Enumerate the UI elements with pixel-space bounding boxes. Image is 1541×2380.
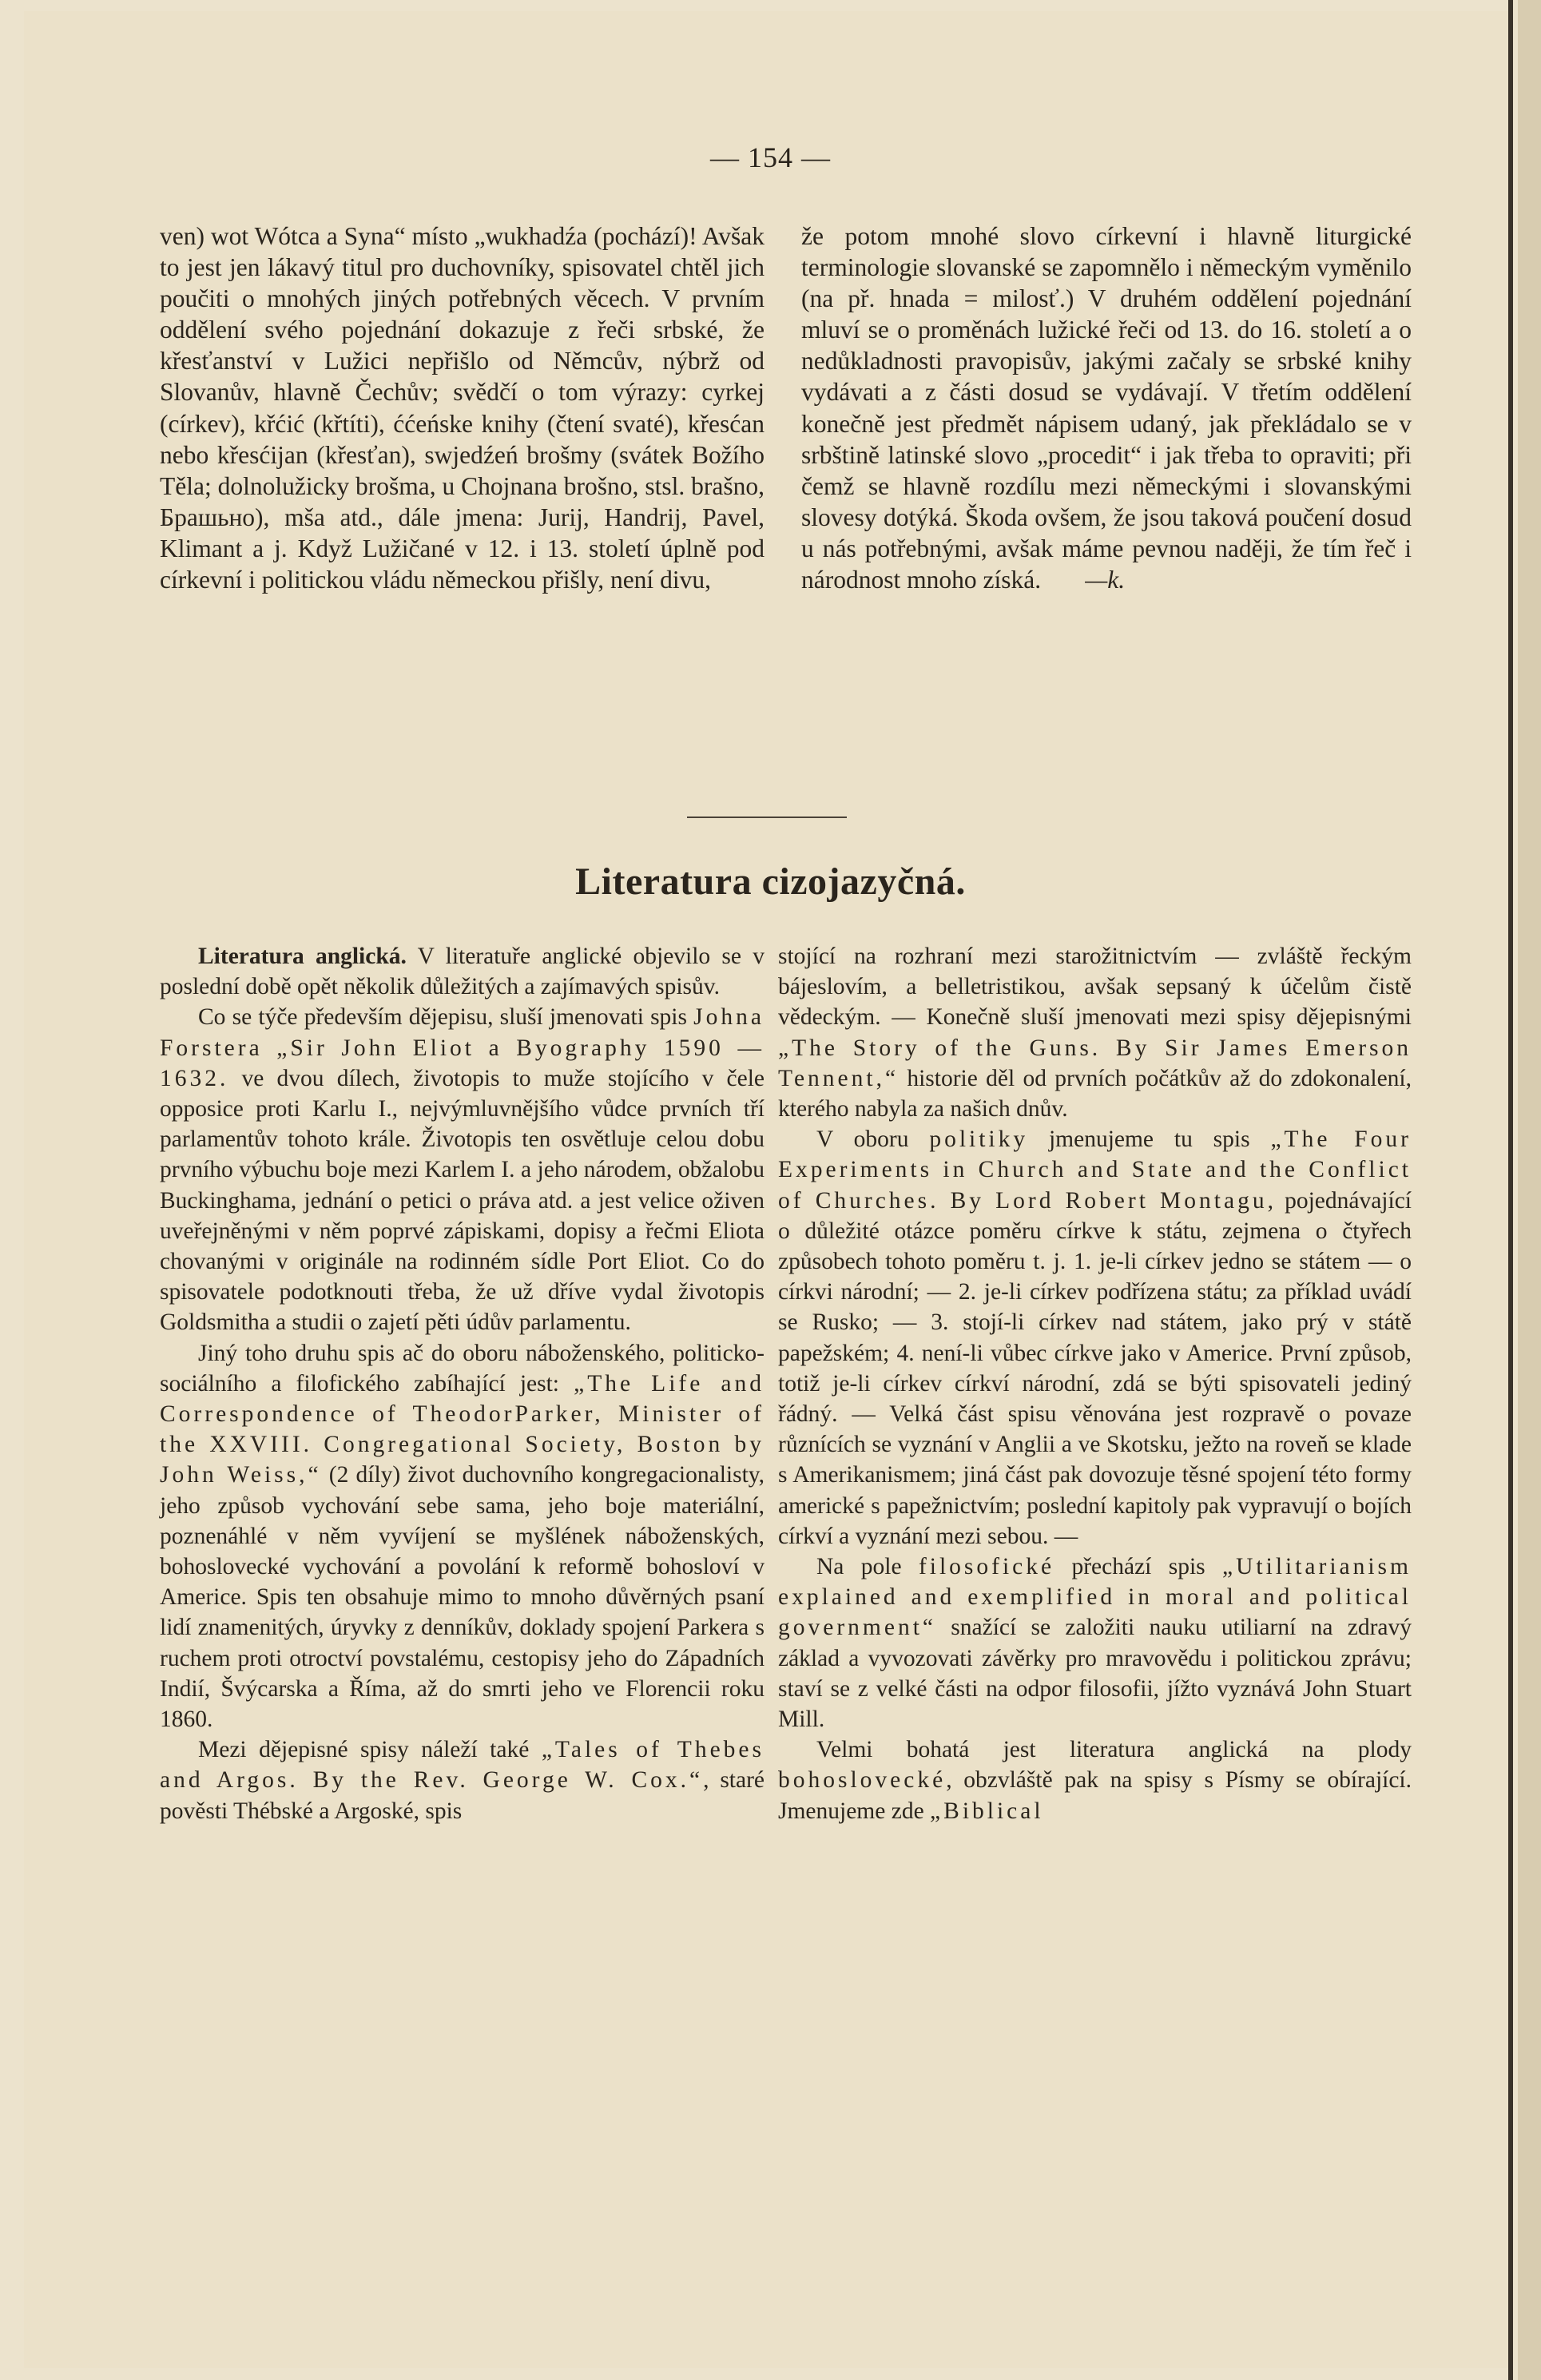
emphasis: politiky	[929, 1126, 1029, 1153]
author-name: Johna Forstera	[160, 1004, 765, 1061]
book-title: „The Four Experiments in Church and State and the Conflict of Churches. By Lord Robert Montagu,	[778, 1126, 1412, 1214]
paragraph-text: přechází spis	[1054, 1554, 1223, 1580]
book-title: „Biblical	[930, 1798, 1044, 1824]
column-top-left	[160, 221, 765, 595]
paragraph-text: Velmi bohatá jest literatura anglická na plody	[816, 1737, 1412, 1763]
subsection-heading: Literatura anglická.	[198, 944, 407, 969]
paragraph-text: Na pole	[816, 1554, 919, 1580]
paragraph	[160, 1338, 765, 1735]
paragraph-text: jmenujeme tu spis	[1028, 1126, 1271, 1153]
paragraph	[778, 941, 1412, 1124]
page-number: — 154 —	[710, 141, 831, 173]
column-bottom-right	[778, 941, 1412, 1826]
paragraph	[778, 1552, 1412, 1734]
paragraph	[801, 221, 1412, 595]
section-title: Literatura cizojazyčná.	[575, 860, 966, 903]
book-title: „Utilitarianism explained and exemplified in moral and political government“	[778, 1554, 1412, 1641]
signature: —k.	[1085, 566, 1126, 594]
paragraph-text: Mezi dějepisné spisy náleží také	[198, 1737, 542, 1763]
column-bottom-left	[160, 941, 765, 1826]
paragraph-text: V literatuře anglické objevilo se v poslední době opět několik důležitých a zajímavých spisův.	[160, 944, 765, 1000]
column-top-right	[801, 221, 1412, 595]
paragraph	[778, 1124, 1412, 1552]
paragraph-text: pojednávající o důležité otázce poměru církve k státu, zejmena o čtyřech způsobech tohoto poměru t. j. 1. je-li církev jedno se státem — o církvi národní; — 2. je-li církev podřízena státu; za příklad uvádí se Rusko; — 3. stojí-li církev nad státem, jako prý v státě papežském; 4. není-li vůbec církve jako v Americe. První způsob, totiž je-li církev církví národní, zdá se býti spisovateli jediný řádný. — Velká část spisu věnována jest rozpravě o povaze různících se vyznání v Anglii a ve Skotsku, ježto na roveň se klade s Amerikanismem; jiná část pak dovozuje těsné spojení této formy americké s papežnictvím; poslední kapitoly pak vypravují o bojích církví a vyznání mezi sebou. —	[778, 1187, 1412, 1549]
paragraph-text: , staré pověsti Thébské a Argoské, spis	[160, 1767, 765, 1824]
book-title: „Tales of Thebes and Argos. By the Rev. George W. Cox.“	[160, 1737, 765, 1794]
paragraph: ven) wot Wótca a Syna“ místo „wukhadźa (pochází)! Avšak to jest jen lákavý titul pro duchovníky, spisovatel chtěl jich poučiti o mnohých jiných potřebných věcech. V prvním oddělení svého pojednání dokazuje z řeči srbské, že křesťanství v Lužici nepřišlo od Němcův, nýbrž od Slovanův, hlavně Čechův; svědčí o tom výrazy: cyrkej (církev), křćić (křtíti), ććeńske knihy (čtení svaté), křesćan nebo křesćijan (křesťan), swjedźeń brošmy (svátek Božího Těla; dolnolužicky brošma, u Chojnana brošno, stsl. brašno, Брашьно), mša atd., dále jmena: Jurij, Handrij, Pavel, Klimant a j. Když Lužičané v 12. i 13. století úplně pod církevní i politickou vládu německou přišly, není divu,	[160, 222, 765, 594]
paragraph-text: že potom mnohé slovo církevní i hlavně liturgické terminologie slovanské se zapomnělo i německým vyměnilo (na př. hnada = milosť.) V druhém oddělení pojednání mluví se o proměnách lužické řeči od 13. do 16. století a o nedůkladnosti pravopisův, jakými začaly se srbské knihy vydávati a z části dosud se vydávají. V třetím oddělení konečně jest předmět nápisem udaný, jak překládalo se v srbštině latinské slovo „procedit“ i jak třeba to opraviti; při čemž se hlavně rozdílu mezi německými i slovanskými slovesy dotýká. Škoda ovšem, že jsou taková poučení dosud u nás potřebnými, avšak máme pevnou naději, že tím řeč i národnost mnoho získá.	[801, 222, 1412, 594]
book-title: „Sir John Eliot a Byography 1590 — 1632.	[160, 1035, 765, 1091]
paragraph-text: (2 díly) život duchovního kongregacionalisty, jeho způsob vychování sebe sama, jeho boje materiální, poznenáhlé v něm vyvíjení se myšlének náboženských, bohoslovecké vychování a povolání k reformě bohosloví v Americe. Spis ten obsahuje mimo to mnoho důvěrných psaní lidí znamenitých, úryvky z denníkův, doklady spojení Parkera s ruchem proti otroctví povstalému, cestopisy jeho do Západních Indií, Švýcarska a Říma, až do smrti jeho ve Florencii roku 1860.	[160, 1462, 765, 1733]
paragraph	[160, 1734, 765, 1826]
emphasis: filosofické	[918, 1554, 1055, 1580]
paragraph-text: V oboru	[816, 1126, 930, 1153]
paragraph-text: snažící se založiti nauku utiliarní na zdravý základ a vyvozovati závěrky pro mravovědu i politickou zprávu; staví se z velké části na odpor filosofii, jížto vyznává John Stuart Mill.	[778, 1615, 1412, 1733]
paragraph-text: Co se týče především dějepisu, sluší jmenovati spis	[198, 1004, 694, 1031]
book-title: „The Life and Correspondence of TheodorParker, Minister of the XXVIII. Congregational Society, Boston by John Weiss,“	[160, 1370, 765, 1488]
paragraph	[778, 1734, 1412, 1826]
section-divider	[687, 817, 847, 818]
paragraph	[160, 1002, 765, 1337]
emphasis: bohoslovecké	[778, 1767, 947, 1794]
paragraph-text: , obzvláště pak na spisy s Písmy se obírající. Jmenujeme zde	[778, 1767, 1412, 1824]
paragraph-text: historie děl od prvních počátkův až do zdokonalení, kterého nabyla za našich dnův.	[778, 1065, 1412, 1122]
paragraph-text: Jiný toho druhu spis ač do oboru náboženského, politicko-sociálního a filofického zabíhající jest:	[160, 1340, 765, 1397]
book-title: „The Story of the Guns. By Sir James Emerson Tennent,“	[778, 1035, 1412, 1091]
page-fold	[1518, 0, 1541, 2380]
binding-edge	[1508, 0, 1513, 2380]
paragraph-text: stojící na rozhraní mezi starožitnictvím — zvláště řeckým bájeslovím, a belletristikou, avšak sepsaný k účelům čistě vědeckým. — Konečně sluší jmenovati mezi spisy dějepisnými	[778, 944, 1412, 1031]
paragraph	[160, 941, 765, 1002]
paragraph-text: ve dvou dílech, životopis to muže stojícího v čele opposice proti Karlu I., nejvýmluvnějšího vůdce prvních tří parlamentův tohoto krále. Životopis ten osvětluje celou dobu prvního výbuchu boje mezi Karlem I. a jeho národem, obžalobu Buckinghama, jednání o petici o práva atd. a jest velice oživen uveřejněnými v něm poprvé zápiskami, dopisy a řečmi Eliota chovanými v originále na rodinném sídle Port Eliot. Co do spisovatele podotknouti třeba, že už dříve vydal životopis Goldsmitha a studii o zajetí pěti údův parlamentu.	[160, 1065, 765, 1336]
